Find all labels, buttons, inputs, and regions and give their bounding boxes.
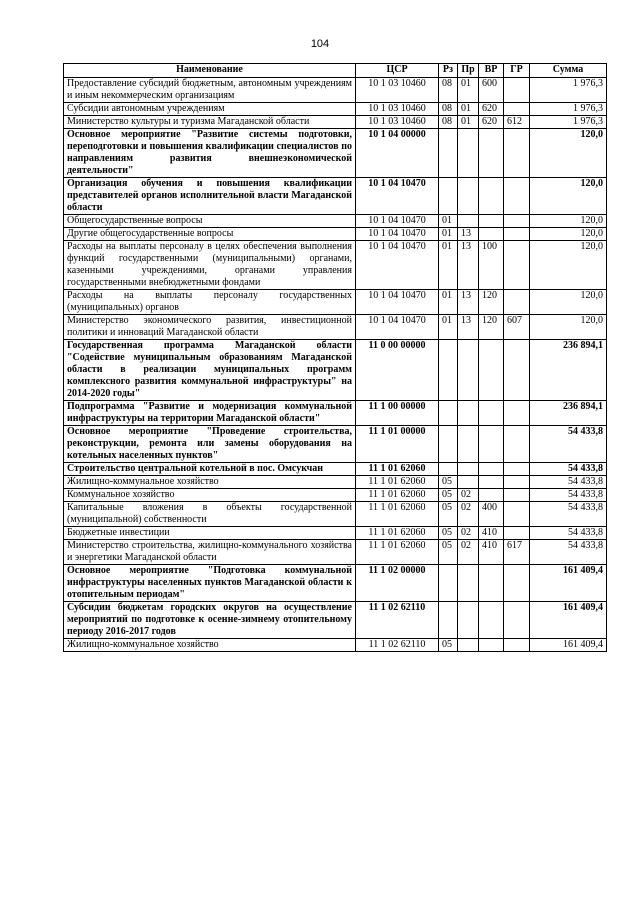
cell-sum: 54 433,8 [530,502,607,527]
cell-vr: 100 [479,241,504,290]
cell-rz [439,340,458,401]
cell-gr [504,463,530,476]
cell-csr: 10 1 03 10460 [356,116,439,129]
cell-sum: 1 976,3 [530,116,607,129]
cell-pr [458,476,479,489]
cell-name: Основное мероприятие "Подготовка коммунальной инфраструктуры населенных пунктов Магаданской области к отопительным периодам" [64,565,356,602]
cell-csr: 11 1 01 62060 [356,540,439,565]
cell-vr [479,178,504,215]
cell-gr [504,241,530,290]
cell-gr [504,565,530,602]
cell-name: Государственная программа Магаданской области "Содействие муниципальным образованиям Магаданской области в реализации муниципальных программ комплексного развития коммунальной инфраструктуры" на 2014-2020 годы" [64,340,356,401]
cell-csr: 11 1 02 00000 [356,565,439,602]
cell-csr: 11 1 01 62060 [356,463,439,476]
cell-sum: 161 409,4 [530,602,607,639]
table-row [64,129,607,178]
cell-sum: 120,0 [530,315,607,340]
cell-pr: 13 [458,241,479,290]
header-rz: Рз [439,64,458,78]
cell-vr: 620 [479,116,504,129]
cell-rz [439,178,458,215]
cell-pr [458,178,479,215]
cell-gr [504,129,530,178]
table-row [64,116,607,129]
cell-sum: 54 433,8 [530,540,607,565]
table-row [64,178,607,215]
cell-csr: 11 1 00 00000 [356,401,439,426]
cell-vr [479,340,504,401]
cell-vr [479,463,504,476]
cell-pr [458,340,479,401]
cell-pr: 13 [458,290,479,315]
cell-rz [439,426,458,463]
cell-name: Организация обучения и повышения квалификации представителей органов исполнительной власти Магаданской области [64,178,356,215]
cell-name: Основное мероприятие "Развитие системы подготовки, переподготовки и повышения квалификации специалистов по направлениям развития внешнеэкономической деятельности" [64,129,356,178]
table-row [64,241,607,290]
cell-pr [458,463,479,476]
table-row [64,489,607,502]
cell-gr: 612 [504,116,530,129]
cell-sum: 120,0 [530,215,607,228]
cell-gr [504,489,530,502]
table-row [64,527,607,540]
cell-name: Субсидии автономным учреждениям [64,103,356,116]
cell-vr: 620 [479,103,504,116]
table-row [64,215,607,228]
cell-rz: 05 [439,489,458,502]
table-row [64,565,607,602]
table-row [64,502,607,527]
cell-name: Общегосударственные вопросы [64,215,356,228]
cell-name: Расходы на выплаты персоналу государственных (муниципальных) органов [64,290,356,315]
cell-vr [479,401,504,426]
cell-name: Коммунальное хозяйство [64,489,356,502]
cell-vr [479,228,504,241]
header-sum: Сумма [530,64,607,78]
cell-sum: 1 976,3 [530,78,607,103]
cell-csr: 11 0 00 00000 [356,340,439,401]
cell-name: Предоставление субсидий бюджетным, автономным учреждениям и иным некоммерческим организациям [64,78,356,103]
cell-vr [479,565,504,602]
cell-csr: 10 1 04 10470 [356,241,439,290]
cell-pr: 02 [458,540,479,565]
cell-rz [439,602,458,639]
table-row [64,103,607,116]
cell-gr [504,639,530,652]
cell-rz: 05 [439,476,458,489]
header-pr: Пр [458,64,479,78]
cell-vr [479,489,504,502]
cell-vr [479,602,504,639]
cell-name: Капитальные вложения в объекты государственной (муниципальной) собственности [64,502,356,527]
cell-pr: 13 [458,315,479,340]
cell-gr [504,103,530,116]
cell-gr [504,426,530,463]
cell-pr [458,639,479,652]
cell-pr [458,129,479,178]
table-row [64,78,607,103]
cell-name: Жилищно-коммунальное хозяйство [64,476,356,489]
cell-csr: 10 1 04 10470 [356,178,439,215]
header-vr: ВР [479,64,504,78]
cell-rz: 08 [439,78,458,103]
cell-vr [479,426,504,463]
table-row [64,401,607,426]
cell-csr: 11 1 01 62060 [356,476,439,489]
cell-vr [479,476,504,489]
cell-sum: 161 409,4 [530,639,607,652]
table-row [64,463,607,476]
table-row [64,340,607,401]
cell-rz [439,129,458,178]
table-body [64,78,607,652]
header-gr: ГР [504,64,530,78]
cell-vr: 120 [479,290,504,315]
cell-sum: 54 433,8 [530,463,607,476]
table-row [64,426,607,463]
table-row [64,315,607,340]
cell-csr: 10 1 04 10470 [356,215,439,228]
cell-csr: 11 1 01 62060 [356,502,439,527]
table-row [64,476,607,489]
cell-vr: 400 [479,502,504,527]
table-row [64,228,607,241]
cell-name: Бюджетные инвестиции [64,527,356,540]
cell-csr: 10 1 04 10470 [356,290,439,315]
cell-vr [479,639,504,652]
cell-pr: 02 [458,502,479,527]
budget-table [63,63,607,652]
cell-pr [458,565,479,602]
cell-rz: 01 [439,228,458,241]
cell-name: Субсидии бюджетам городских округов на осуществление мероприятий по подготовке к осенне-зимнему отопительному периоду 2016-2017 годов [64,602,356,639]
cell-csr: 11 1 02 62110 [356,602,439,639]
cell-rz: 05 [439,540,458,565]
cell-rz: 05 [439,502,458,527]
cell-gr [504,476,530,489]
cell-sum: 54 433,8 [530,426,607,463]
cell-gr [504,527,530,540]
cell-gr [504,290,530,315]
cell-sum: 120,0 [530,178,607,215]
cell-rz: 01 [439,241,458,290]
cell-name: Другие общегосударственные вопросы [64,228,356,241]
header-csr: ЦСР [356,64,439,78]
cell-name: Жилищно-коммунальное хозяйство [64,639,356,652]
cell-csr: 11 1 02 62110 [356,639,439,652]
cell-gr [504,602,530,639]
cell-sum: 120,0 [530,129,607,178]
header-name: Наименование [64,64,356,78]
cell-pr [458,602,479,639]
cell-sum: 120,0 [530,241,607,290]
cell-vr: 120 [479,315,504,340]
cell-gr: 617 [504,540,530,565]
cell-sum: 1 976,3 [530,103,607,116]
cell-rz: 08 [439,103,458,116]
cell-pr: 01 [458,103,479,116]
cell-csr: 10 1 04 10470 [356,228,439,241]
cell-vr [479,215,504,228]
cell-gr [504,228,530,241]
cell-pr: 01 [458,78,479,103]
cell-sum: 236 894,1 [530,401,607,426]
cell-vr [479,129,504,178]
cell-vr: 600 [479,78,504,103]
table-row [64,290,607,315]
cell-name: Министерство экономического развития, инвестиционной политики и инноваций Магаданской области [64,315,356,340]
cell-csr: 11 1 01 62060 [356,489,439,502]
cell-name: Подпрограмма "Развитие и модернизация коммунальной инфраструктуры на территории Магаданской области" [64,401,356,426]
cell-csr: 10 1 03 10460 [356,103,439,116]
cell-rz: 05 [439,527,458,540]
cell-sum: 54 433,8 [530,489,607,502]
cell-sum: 236 894,1 [530,340,607,401]
cell-pr [458,215,479,228]
cell-gr [504,215,530,228]
cell-pr [458,426,479,463]
cell-csr: 10 1 04 10470 [356,315,439,340]
cell-rz [439,401,458,426]
cell-rz: 08 [439,116,458,129]
cell-gr [504,78,530,103]
cell-gr [504,502,530,527]
cell-rz: 01 [439,215,458,228]
cell-csr: 10 1 03 10460 [356,78,439,103]
table-header-row [64,64,607,78]
cell-gr [504,401,530,426]
cell-rz [439,463,458,476]
cell-rz: 01 [439,315,458,340]
cell-csr: 11 1 01 62060 [356,527,439,540]
cell-rz [439,565,458,602]
cell-name: Министерство культуры и туризма Магаданской области [64,116,356,129]
cell-pr: 02 [458,527,479,540]
cell-gr: 607 [504,315,530,340]
cell-sum: 161 409,4 [530,565,607,602]
page-number: 104 [310,38,330,50]
cell-pr: 13 [458,228,479,241]
cell-name: Министерство строительства, жилищно-коммунального хозяйства и энергетики Магаданской области [64,540,356,565]
table-row [64,602,607,639]
cell-vr: 410 [479,540,504,565]
cell-pr [458,401,479,426]
cell-sum: 54 433,8 [530,476,607,489]
cell-gr [504,178,530,215]
cell-sum: 120,0 [530,290,607,315]
table-row [64,639,607,652]
cell-csr: 10 1 04 00000 [356,129,439,178]
cell-pr: 01 [458,116,479,129]
cell-rz: 01 [439,290,458,315]
cell-name: Расходы на выплаты персоналу в целях обеспечения выполнения функций государственными (муниципальными) органами, казенными учреждениями, органами управления государственными внебюджетными фондами [64,241,356,290]
cell-gr [504,340,530,401]
cell-rz: 05 [439,639,458,652]
cell-name: Строительство центральной котельной в пос. Омсукчан [64,463,356,476]
cell-name: Основное мероприятие "Проведение строительства, реконструкции, ремонта или замены оборудования на котельных населенных пунктов" [64,426,356,463]
cell-sum: 120,0 [530,228,607,241]
cell-pr: 02 [458,489,479,502]
cell-vr: 410 [479,527,504,540]
table-row [64,540,607,565]
cell-sum: 54 433,8 [530,527,607,540]
cell-csr: 11 1 01 00000 [356,426,439,463]
